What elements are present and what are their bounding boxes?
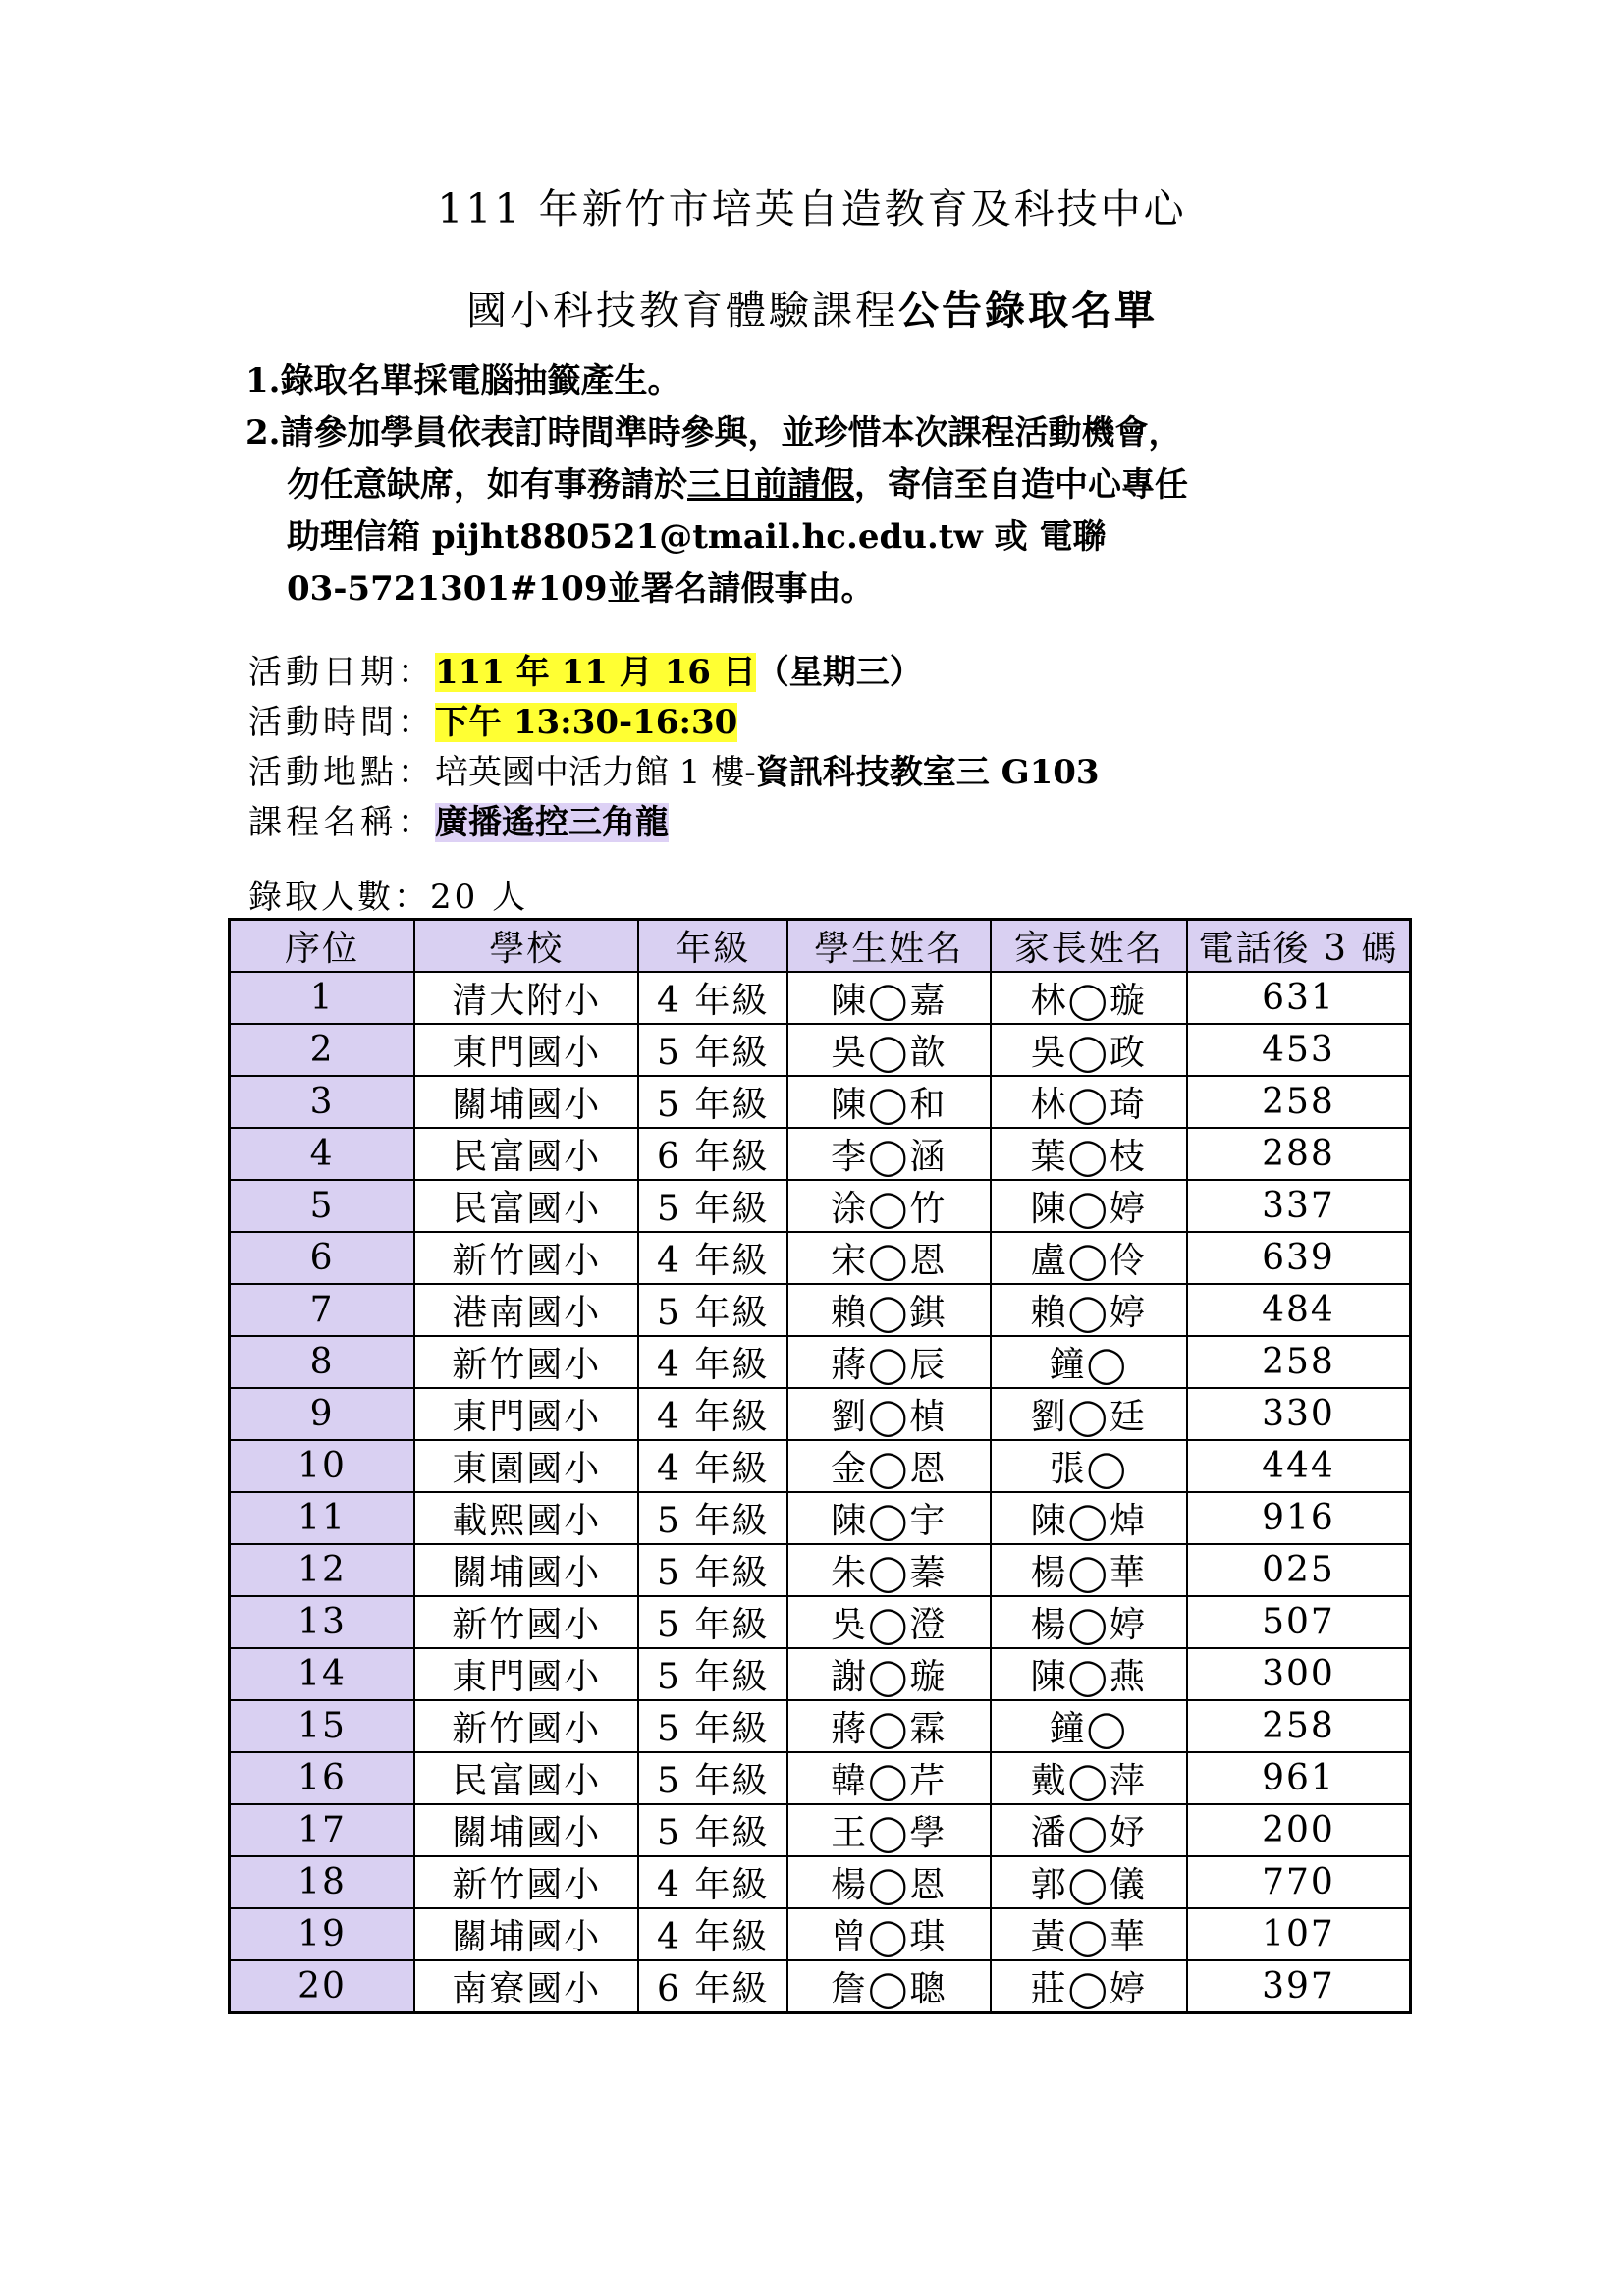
info-date <box>248 648 1100 698</box>
cell-phone: 916 <box>1187 1492 1411 1544</box>
cell-school: 關埔國小 <box>414 1076 638 1128</box>
cell-parent: 陳◯燕 <box>991 1648 1187 1700</box>
table-row <box>230 1752 1411 1804</box>
admission-table <box>228 918 1412 2014</box>
cell-grade: 5 年級 <box>638 1024 787 1076</box>
info-place <box>248 748 1100 798</box>
cell-school: 新竹國小 <box>414 1336 638 1388</box>
table-row <box>230 1284 1411 1336</box>
cell-phone: 258 <box>1187 1076 1411 1128</box>
cell-grade: 4 年級 <box>638 1336 787 1388</box>
table-row <box>230 1596 1411 1648</box>
cell-seq: 19 <box>230 1908 415 1960</box>
cell-school: 關埔國小 <box>414 1804 638 1856</box>
cell-seq: 2 <box>230 1024 415 1076</box>
cell-parent: 吳◯政 <box>991 1024 1187 1076</box>
table-row <box>230 1856 1411 1908</box>
cell-grade: 5 年級 <box>638 1544 787 1596</box>
table-row <box>230 1700 1411 1752</box>
cell-student: 宋◯恩 <box>787 1232 990 1284</box>
note-2-line-4: 03-5721301#109並署名請假事由。 <box>287 569 875 609</box>
cell-seq: 15 <box>230 1700 415 1752</box>
subtitle-bold: 公告錄取名單 <box>898 287 1158 334</box>
table-body <box>230 972 1411 2013</box>
cell-parent: 莊◯婷 <box>991 1960 1187 2013</box>
cell-school: 新竹國小 <box>414 1232 638 1284</box>
cell-seq: 11 <box>230 1492 415 1544</box>
cell-student: 朱◯蓁 <box>787 1544 990 1596</box>
table-row <box>230 1440 1411 1492</box>
cell-student: 陳◯宇 <box>787 1492 990 1544</box>
cell-parent: 劉◯廷 <box>991 1388 1187 1440</box>
cell-school: 東園國小 <box>414 1440 638 1492</box>
place-label: 活動地點： <box>248 753 435 792</box>
cell-seq: 4 <box>230 1128 415 1180</box>
cell-grade: 4 年級 <box>638 1908 787 1960</box>
cell-grade: 4 年級 <box>638 972 787 1024</box>
cell-school: 新竹國小 <box>414 1596 638 1648</box>
cell-parent: 盧◯伶 <box>991 1232 1187 1284</box>
cell-student: 楊◯恩 <box>787 1856 990 1908</box>
cell-grade: 5 年級 <box>638 1752 787 1804</box>
cell-school: 東門國小 <box>414 1388 638 1440</box>
note-2-line-2-a: 勿任意缺席，如有事務請於 <box>287 465 687 505</box>
cell-school: 南寮國小 <box>414 1960 638 2013</box>
cell-parent: 賴◯婷 <box>991 1284 1187 1336</box>
cell-grade: 4 年級 <box>638 1232 787 1284</box>
note-2-line-2-b: ，寄信至自造中心專任 <box>854 465 1188 505</box>
cell-student: 蔣◯辰 <box>787 1336 990 1388</box>
cell-student: 謝◯璇 <box>787 1648 990 1700</box>
cell-grade: 4 年級 <box>638 1440 787 1492</box>
page-title: 111 年新竹市培英自造教育及科技中心 <box>437 186 1187 233</box>
header-student: 學生姓名 <box>787 920 990 973</box>
cell-student: 賴◯錤 <box>787 1284 990 1336</box>
cell-seq: 14 <box>230 1648 415 1700</box>
cell-phone: 025 <box>1187 1544 1411 1596</box>
table-row <box>230 1128 1411 1180</box>
page-subtitle <box>0 278 1624 336</box>
cell-school: 新竹國小 <box>414 1856 638 1908</box>
table-row <box>230 1492 1411 1544</box>
cell-school: 東門國小 <box>414 1024 638 1076</box>
table-row <box>230 1336 1411 1388</box>
cell-grade: 5 年級 <box>638 1180 787 1232</box>
cell-parent: 鐘◯ <box>991 1700 1187 1752</box>
cell-phone: 484 <box>1187 1284 1411 1336</box>
course-label: 課程名稱： <box>248 803 435 842</box>
table-row <box>230 972 1411 1024</box>
info-course <box>248 798 1100 848</box>
cell-seq: 12 <box>230 1544 415 1596</box>
table-header-row <box>230 920 1411 973</box>
note-2-underlined: 三日前請假 <box>687 465 854 505</box>
table-row <box>230 1544 1411 1596</box>
cell-school: 民富國小 <box>414 1752 638 1804</box>
cell-seq: 17 <box>230 1804 415 1856</box>
cell-seq: 5 <box>230 1180 415 1232</box>
time-label: 活動時間： <box>248 703 435 742</box>
cell-parent: 陳◯焯 <box>991 1492 1187 1544</box>
cell-parent: 楊◯婷 <box>991 1596 1187 1648</box>
note-1: 1.錄取名單採電腦抽籤產生。 <box>245 361 681 400</box>
cell-parent: 張◯ <box>991 1440 1187 1492</box>
cell-phone: 200 <box>1187 1804 1411 1856</box>
place-value-b: 資訊科技教室三 G103 <box>755 753 1100 792</box>
cell-grade: 4 年級 <box>638 1388 787 1440</box>
cell-school: 港南國小 <box>414 1284 638 1336</box>
cell-parent: 楊◯華 <box>991 1544 1187 1596</box>
cell-phone: 507 <box>1187 1596 1411 1648</box>
cell-phone: 770 <box>1187 1856 1411 1908</box>
admitted-count: 錄取人數：20 人 <box>248 878 529 917</box>
cell-school: 載熙國小 <box>414 1492 638 1544</box>
cell-grade: 5 年級 <box>638 1700 787 1752</box>
cell-school: 民富國小 <box>414 1128 638 1180</box>
cell-grade: 6 年級 <box>638 1128 787 1180</box>
cell-student: 韓◯芹 <box>787 1752 990 1804</box>
cell-grade: 5 年級 <box>638 1492 787 1544</box>
cell-school: 民富國小 <box>414 1180 638 1232</box>
cell-seq: 7 <box>230 1284 415 1336</box>
table-row <box>230 1076 1411 1128</box>
header-school: 學校 <box>414 920 638 973</box>
cell-seq: 20 <box>230 1960 415 2013</box>
cell-student: 吳◯澄 <box>787 1596 990 1648</box>
cell-seq: 3 <box>230 1076 415 1128</box>
cell-grade: 6 年級 <box>638 1960 787 2013</box>
cell-parent: 陳◯婷 <box>991 1180 1187 1232</box>
cell-parent: 葉◯枝 <box>991 1128 1187 1180</box>
table-row <box>230 1024 1411 1076</box>
cell-grade: 5 年級 <box>638 1596 787 1648</box>
header-phone: 電話後 3 碼 <box>1187 920 1411 973</box>
cell-phone: 444 <box>1187 1440 1411 1492</box>
cell-phone: 300 <box>1187 1648 1411 1700</box>
cell-phone: 639 <box>1187 1232 1411 1284</box>
info-time <box>248 698 1100 748</box>
cell-seq: 9 <box>230 1388 415 1440</box>
table-row <box>230 1388 1411 1440</box>
cell-student: 吳◯歆 <box>787 1024 990 1076</box>
table-row <box>230 1232 1411 1284</box>
cell-phone: 961 <box>1187 1752 1411 1804</box>
cell-phone: 631 <box>1187 972 1411 1024</box>
cell-phone: 337 <box>1187 1180 1411 1232</box>
cell-seq: 10 <box>230 1440 415 1492</box>
table-row <box>230 1908 1411 1960</box>
cell-student: 涂◯竹 <box>787 1180 990 1232</box>
cell-student: 詹◯聰 <box>787 1960 990 2013</box>
cell-parent: 戴◯萍 <box>991 1752 1187 1804</box>
cell-parent: 潘◯妤 <box>991 1804 1187 1856</box>
cell-phone: 453 <box>1187 1024 1411 1076</box>
cell-school: 東門國小 <box>414 1648 638 1700</box>
activity-info <box>248 648 1100 848</box>
cell-student: 曾◯琪 <box>787 1908 990 1960</box>
table-row <box>230 1960 1411 2013</box>
course-value: 廣播遙控三角龍 <box>435 803 669 842</box>
date-weekday: （星期三） <box>755 653 923 692</box>
cell-grade: 4 年級 <box>638 1856 787 1908</box>
place-value-a: 培英國中活力館 1 樓- <box>435 753 756 792</box>
cell-school: 關埔國小 <box>414 1544 638 1596</box>
time-value: 下午 13:30-16:30 <box>435 703 738 742</box>
cell-seq: 13 <box>230 1596 415 1648</box>
header-grade: 年級 <box>638 920 787 973</box>
cell-phone: 258 <box>1187 1700 1411 1752</box>
cell-phone: 107 <box>1187 1908 1411 1960</box>
cell-seq: 18 <box>230 1856 415 1908</box>
cell-student: 陳◯嘉 <box>787 972 990 1024</box>
cell-student: 金◯恩 <box>787 1440 990 1492</box>
cell-student: 陳◯和 <box>787 1076 990 1128</box>
table-row <box>230 1180 1411 1232</box>
cell-parent: 林◯琦 <box>991 1076 1187 1128</box>
cell-seq: 8 <box>230 1336 415 1388</box>
cell-phone: 258 <box>1187 1336 1411 1388</box>
note-2-line-2 <box>245 459 1424 511</box>
cell-student: 王◯學 <box>787 1804 990 1856</box>
cell-seq: 6 <box>230 1232 415 1284</box>
cell-parent: 林◯璇 <box>991 972 1187 1024</box>
cell-parent: 郭◯儀 <box>991 1856 1187 1908</box>
header-parent: 家長姓名 <box>991 920 1187 973</box>
cell-student: 劉◯楨 <box>787 1388 990 1440</box>
table-row <box>230 1648 1411 1700</box>
cell-phone: 330 <box>1187 1388 1411 1440</box>
cell-parent: 黃◯華 <box>991 1908 1187 1960</box>
cell-school: 清大附小 <box>414 972 638 1024</box>
cell-student: 蔣◯霖 <box>787 1700 990 1752</box>
cell-grade: 5 年級 <box>638 1076 787 1128</box>
cell-parent: 鐘◯ <box>991 1336 1187 1388</box>
cell-phone: 397 <box>1187 1960 1411 2013</box>
cell-school: 關埔國小 <box>414 1908 638 1960</box>
cell-grade: 5 年級 <box>638 1648 787 1700</box>
date-value: 111 年 11 月 16 日 <box>435 653 756 692</box>
cell-seq: 1 <box>230 972 415 1024</box>
note-2-line-1: 2.請參加學員依表訂時間準時參與，並珍惜本次課程活動機會， <box>245 413 1182 453</box>
subtitle-plain: 國小科技教育體驗課程 <box>466 287 898 334</box>
cell-seq: 16 <box>230 1752 415 1804</box>
cell-student: 李◯涵 <box>787 1128 990 1180</box>
header-seq: 序位 <box>230 920 415 973</box>
note-2-line-3: 助理信箱 pijht880521@tmail.hc.edu.tw 或 電聯 <box>287 517 1107 557</box>
cell-grade: 5 年級 <box>638 1284 787 1336</box>
notes-section <box>245 355 1424 615</box>
cell-phone: 288 <box>1187 1128 1411 1180</box>
cell-school: 新竹國小 <box>414 1700 638 1752</box>
table-row <box>230 1804 1411 1856</box>
date-label: 活動日期： <box>248 653 435 692</box>
cell-grade: 5 年級 <box>638 1804 787 1856</box>
